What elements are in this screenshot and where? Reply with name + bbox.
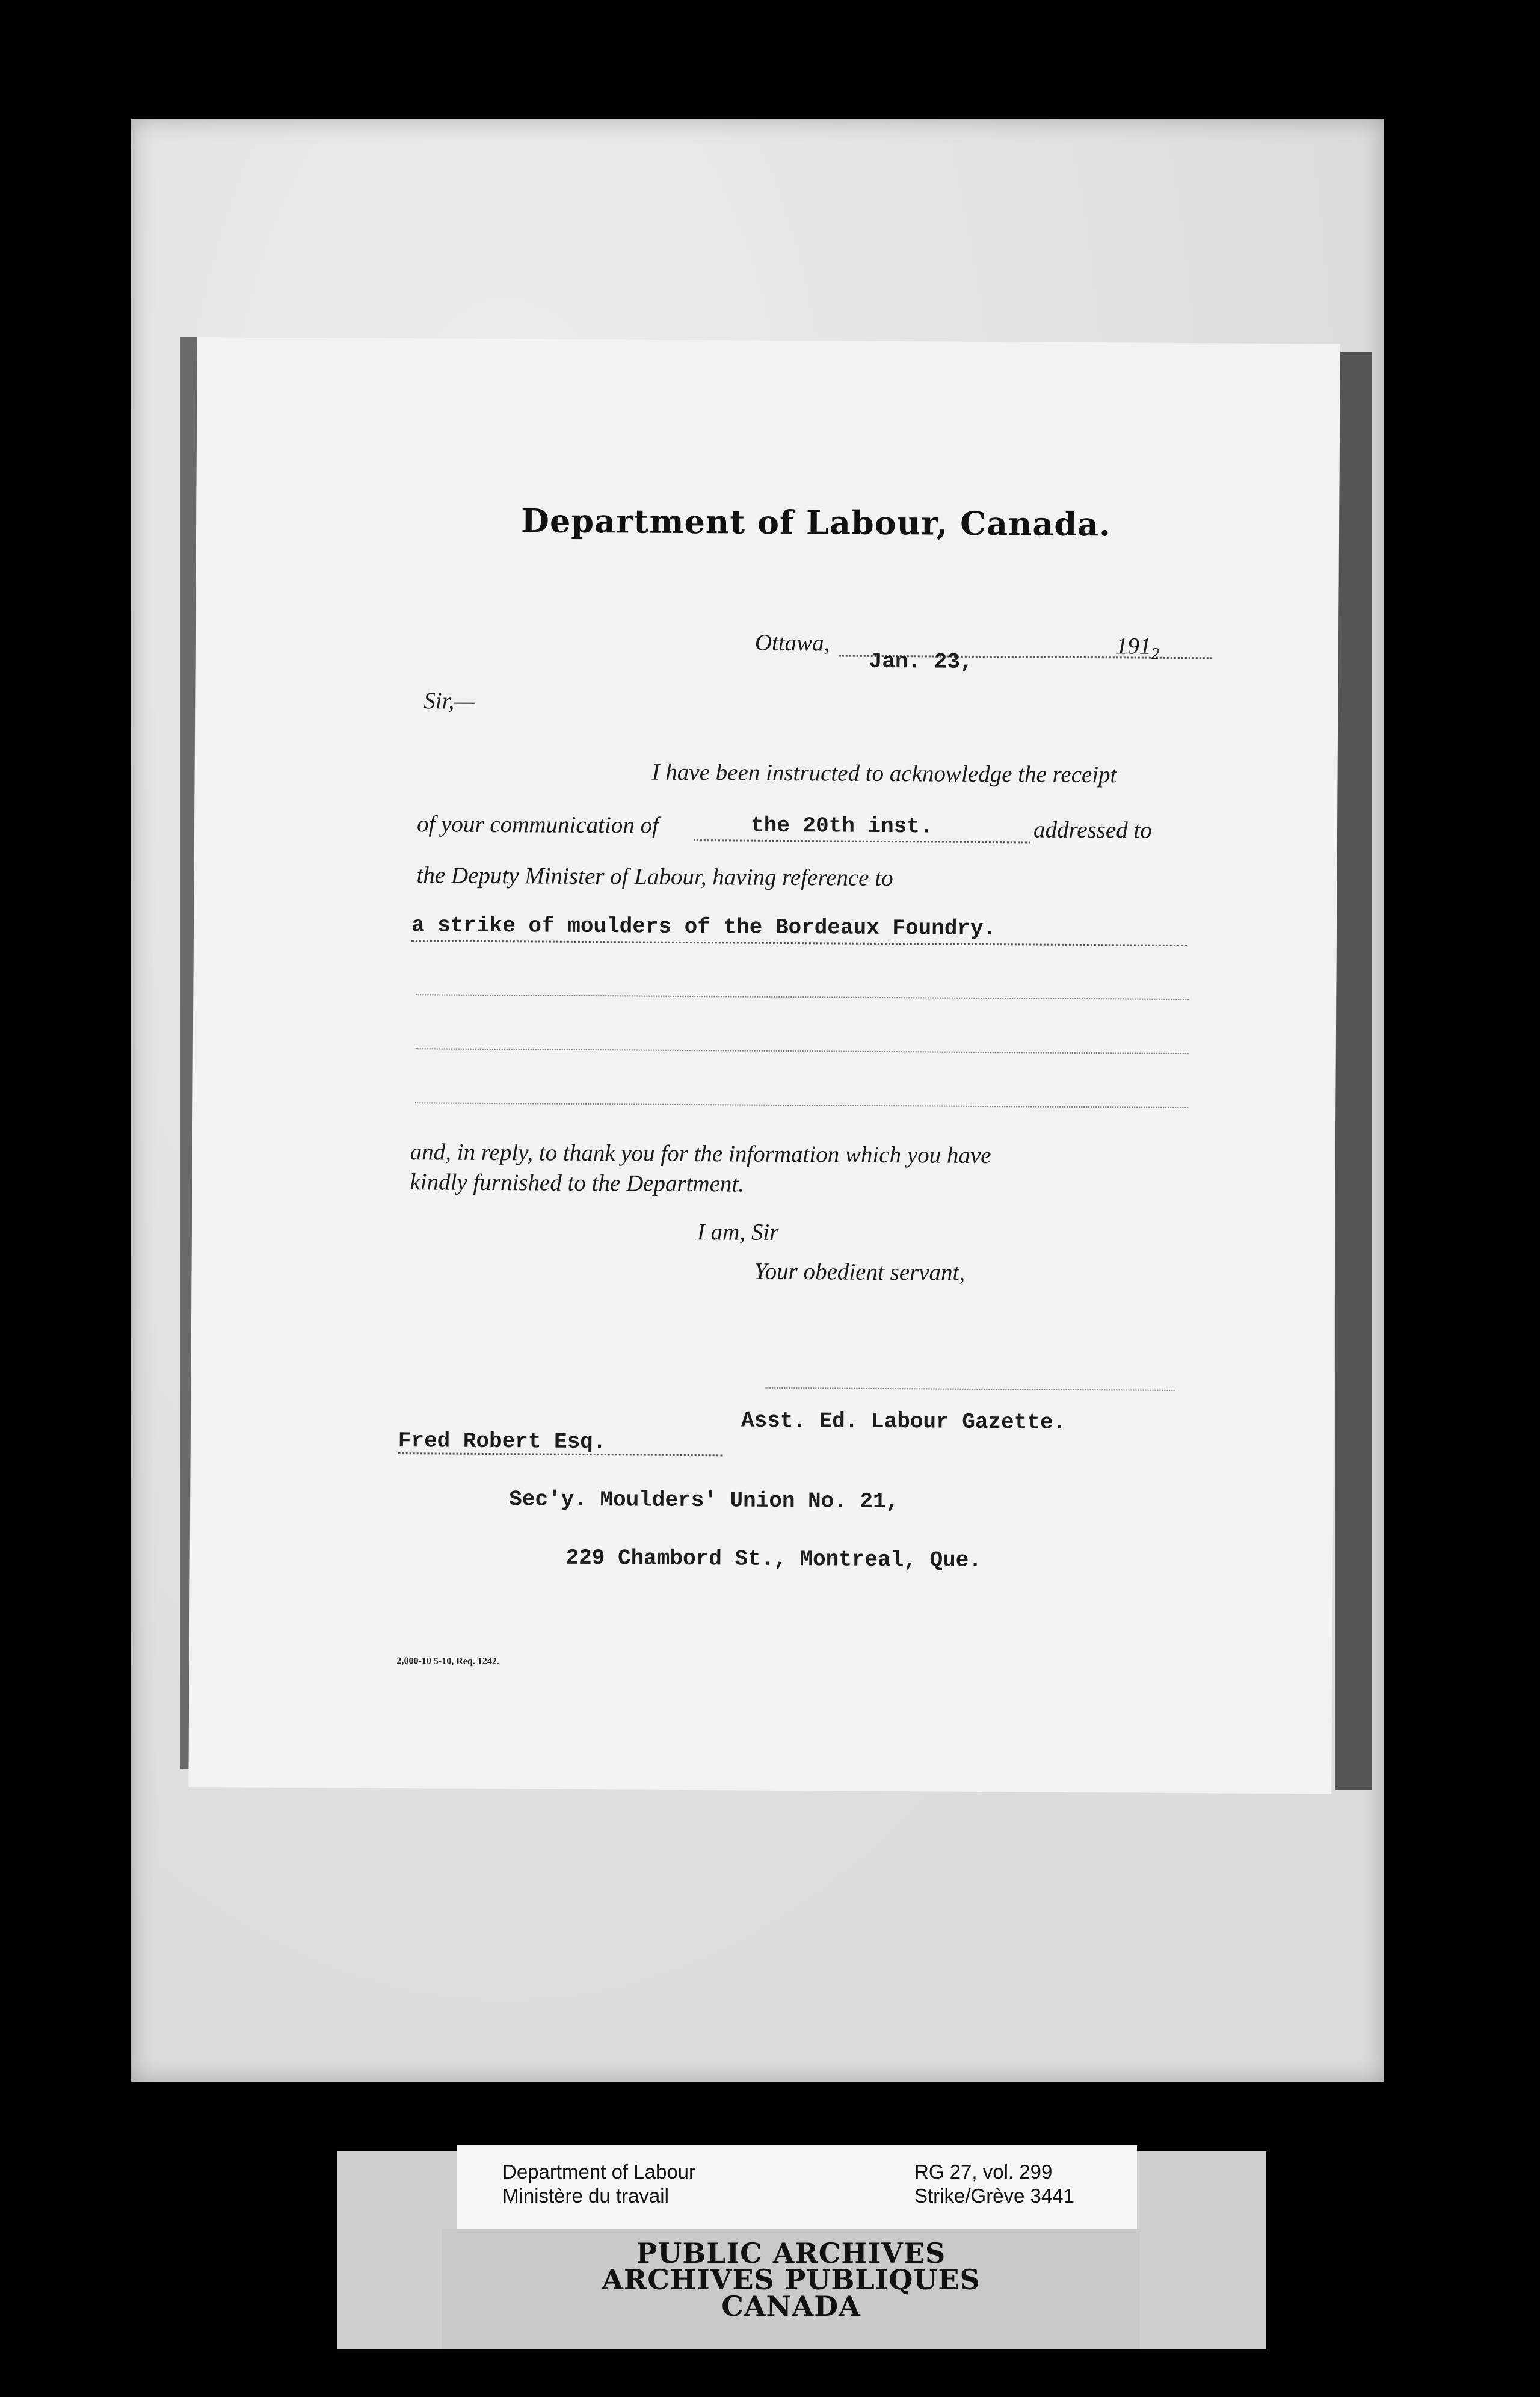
dateline-place: Ottawa,: [754, 629, 830, 656]
blank-rule-3: [415, 1102, 1188, 1108]
blank-rule-2: [416, 1048, 1189, 1054]
communication-rule: [694, 839, 1030, 843]
body-line-2-suffix: addressed to: [1033, 816, 1152, 844]
closing-line-2: kindly furnished to the Department.: [410, 1169, 745, 1197]
salutation: Sir,—: [424, 688, 476, 714]
stamp-line-3: CANADA: [721, 2290, 861, 2322]
year-prefix: 191: [1115, 633, 1151, 659]
addressee-position: Sec'y. Moulders' Union No. 21,: [509, 1487, 899, 1514]
addressee-address: 229 Chambord St., Montreal, Que.: [565, 1545, 982, 1573]
stamp-line-2: ARCHIVES PUBLIQUES: [602, 2263, 981, 2296]
communication-date: the 20th inst.: [750, 813, 933, 839]
archive-label: [457, 2145, 1137, 2229]
letterhead-title: Department of Labour, Canada.: [520, 501, 1112, 544]
addressee-name-rule: [398, 1452, 723, 1456]
reference-text: a strike of moulders of the Bordeaux Foundry.: [411, 913, 997, 942]
archive-dept-fr: Ministère du travail: [502, 2185, 669, 2207]
signature-rule: [765, 1387, 1174, 1391]
reference-rule: [411, 940, 1187, 946]
archive-dept-en: Department of Labour: [502, 2161, 696, 2183]
body-line-2-prefix: of your communication of: [416, 811, 659, 839]
blank-rule-1: [416, 994, 1189, 1000]
valediction-line-1: I am, Sir: [697, 1219, 779, 1245]
closing-line-1: and, in reply, to thank you for the information which you have: [410, 1139, 991, 1169]
body-line-1: I have been instructed to acknowledge the receipt: [651, 759, 1117, 788]
signatory-title: Asst. Ed. Labour Gazette.: [741, 1408, 1067, 1435]
valediction-line-2: Your obedient servant,: [754, 1258, 966, 1286]
form-code: 2,000-10 5-10, Req. 1242.: [396, 1656, 499, 1667]
stamp-line-1: PUBLIC ARCHIVES: [636, 2237, 946, 2269]
dateline-year: [1116, 632, 1160, 664]
archive-ref: RG 27, vol. 299: [914, 2161, 1053, 2183]
year-suffix: 2: [1151, 644, 1160, 664]
addressee-name: Fred Robert Esq.: [398, 1428, 606, 1455]
dateline-date: Jan. 23,: [869, 649, 973, 674]
archive-strike: Strike/Grève 3441: [914, 2185, 1074, 2207]
letter-page: [188, 337, 1340, 1794]
archives-stamp: [442, 2229, 1140, 2349]
right-shadow-strip: [1335, 352, 1372, 1790]
body-line-3: the Deputy Minister of Labour, having reference to: [416, 862, 893, 892]
